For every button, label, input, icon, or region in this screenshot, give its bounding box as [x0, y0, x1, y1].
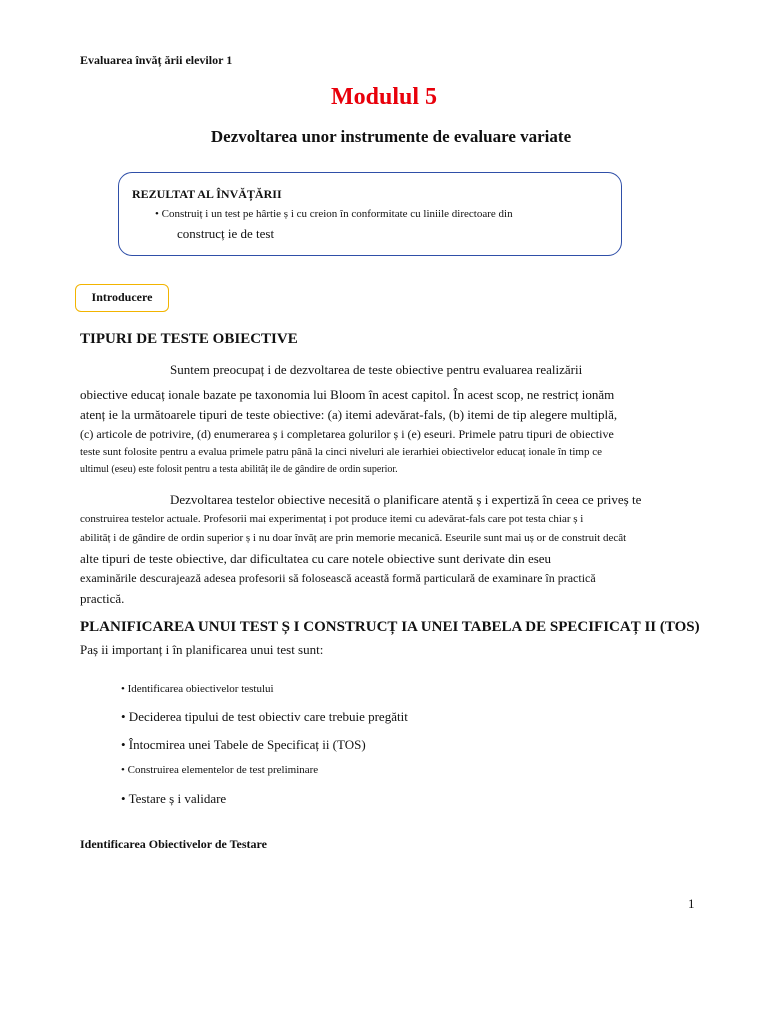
paragraph-line: practică. — [80, 591, 125, 606]
running-header: Evaluarea învăț ării elevilor 1 — [80, 53, 233, 67]
intro-tag-label: Introducere — [91, 290, 153, 304]
paragraph-line: alte tipuri de teste obiective, dar dificultatea cu care notele obiective sunt derivate din eseu — [80, 551, 552, 566]
paragraph-line: Suntem preocupaț i de dezvoltarea de teste obiective pentru evaluarea realizării — [170, 362, 583, 377]
section-heading-test-planning: PLANIFICAREA UNUI TEST Ș I CONSTRUCȚ IA UNEI TABELA DE SPECIFICAȚ II (TOS) — [80, 619, 700, 635]
steps-intro: Paș ii importanț i în planificarea unui test sunt: — [80, 642, 324, 657]
paragraph-line: ultimul (eseu) este folosit pentru a testa abilităț ile de gândire de ordin superior. — [80, 464, 398, 475]
list-item: • Construirea elementelor de test preliminare — [121, 764, 319, 776]
paragraph-line: (c) articole de potrivire, (d) enumerarea ș i completarea golurilor ș i (e) eseuri. Primele patru tipuri de obiective — [80, 427, 614, 441]
list-item: • Întocmirea unei Tabele de Specificaț ii (TOS) — [121, 737, 366, 752]
learning-outcome-bullet: • Construiț i un test pe hârtie ș i cu creion în conformitate cu liniile directoare din — [155, 208, 513, 220]
paragraph-line: atenț ie la următoarele tipuri de teste obiective: (a) itemi adevărat-fals, (b) itemi de tip alegere multiplă, — [80, 407, 618, 422]
paragraph-line: obiective educaț ionale bazate pe taxonomia lui Bloom în acest capitol. În acest scop, ne restricț ionăm — [80, 387, 615, 402]
section-heading-test-types: TIPURI DE TESTE OBIECTIVE — [80, 331, 298, 347]
paragraph-line: Dezvoltarea testelor obiective necesită o planificare atentă ș i expertiză în ceea ce priveș te — [170, 492, 642, 507]
section-heading-objectives: Identificarea Obiectivelor de Testare — [80, 837, 267, 851]
module-subtitle: Dezvoltarea unor instrumente de evaluare variate — [210, 127, 572, 146]
paragraph-line: teste sunt folosite pentru a evalua primele patru până la cinci niveluri ale ierarhiei obiectivelor educaț ionale în timp ce — [80, 446, 602, 458]
page-number: 1 — [688, 896, 695, 911]
paragraph-line: examinările descurajează adesea profesorii să folosească această formă particulară de examinare în practică — [80, 571, 596, 585]
list-item: • Identificarea obiectivelor testului — [121, 683, 274, 695]
list-item: • Deciderea tipului de test obiectiv care trebuie pregătit — [121, 709, 408, 724]
learning-outcome-heading: REZULTAT AL ÎNVĂȚĂRII — [132, 187, 282, 201]
module-title: Modulul 5 — [330, 84, 438, 110]
paragraph-line: construirea testelor actuale. Profesorii mai experimentaț i pot produce itemi cu adevărat-fals care pot testa chiar ș i — [80, 513, 584, 525]
list-item: • Testare ș i validare — [121, 791, 227, 806]
learning-outcome-bullet-continuation: construcț ie de test — [177, 226, 275, 241]
paragraph-line: abilităț i de gândire de ordin superior ș i nu doar învăț are prin memorie mecanică. Eseurile sunt mai uș or de construit decât — [80, 532, 627, 544]
